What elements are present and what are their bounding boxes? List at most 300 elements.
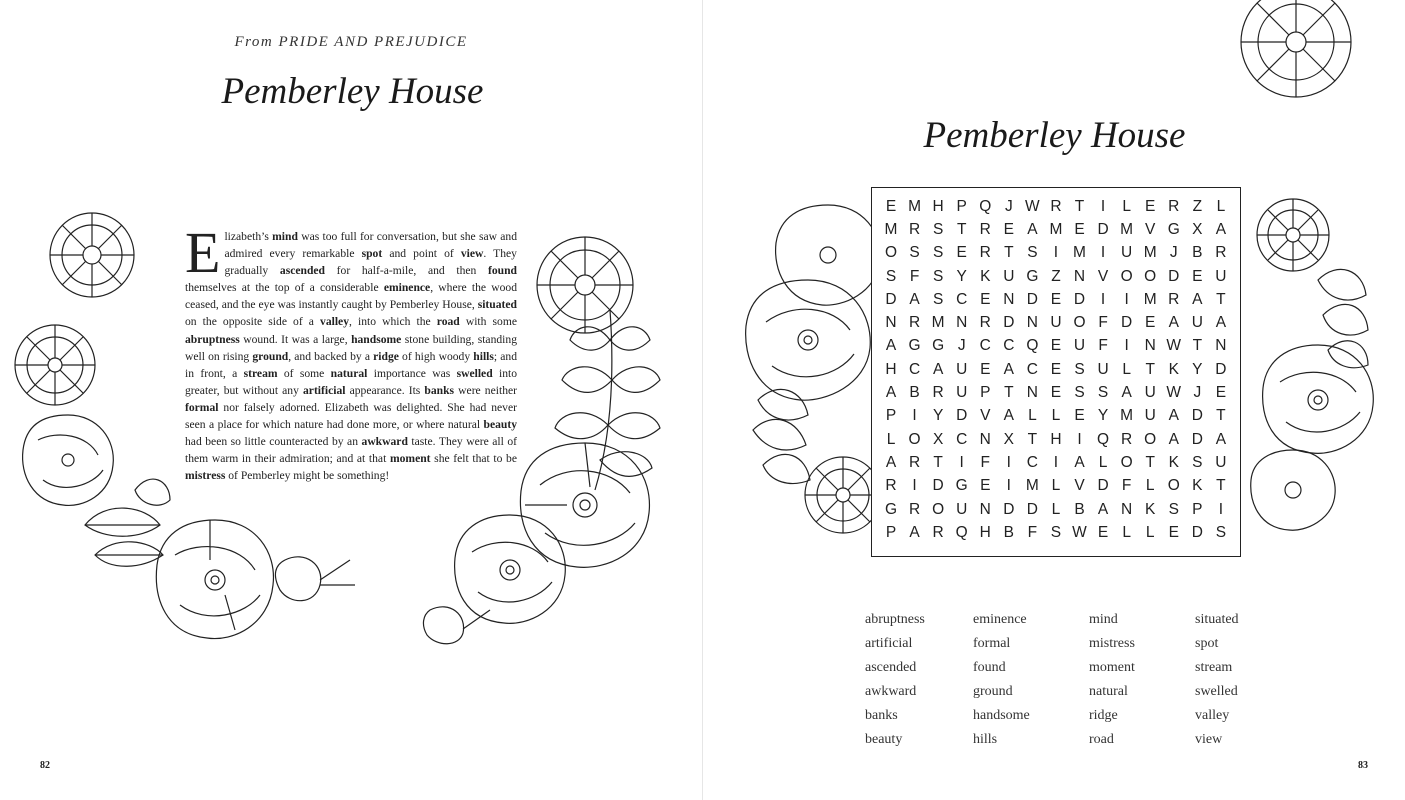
grid-letter[interactable]: D	[1191, 523, 1203, 541]
grid-letter[interactable]: Q	[1097, 430, 1110, 448]
passage-segment: wound. It was a large,	[239, 332, 352, 346]
grid-letter[interactable]: O	[1167, 477, 1180, 495]
grid-letter[interactable]: N	[1073, 267, 1086, 285]
grid-letter[interactable]: T	[1004, 244, 1014, 262]
grid-letter[interactable]: I	[912, 477, 917, 495]
word-list-item: formal	[973, 636, 1011, 651]
grid-letter[interactable]: B	[909, 384, 920, 402]
grid-letter[interactable]: D	[1097, 220, 1109, 238]
grid-letter[interactable]: D	[1026, 500, 1038, 518]
grid-letter[interactable]: R	[1050, 197, 1062, 215]
grid-letter[interactable]: N	[1121, 500, 1133, 518]
grid-letter[interactable]: D	[1191, 430, 1203, 448]
grid-letter[interactable]: X	[1192, 220, 1203, 238]
grid-letter[interactable]: T	[1216, 290, 1226, 308]
grid-letter[interactable]: D	[1168, 267, 1180, 285]
grid-letter[interactable]: Y	[1192, 360, 1203, 378]
word-list-column	[865, 610, 973, 754]
word-list-item: eminence	[973, 612, 1027, 627]
grid-letter[interactable]: E	[1074, 407, 1085, 425]
passage-segment: and point of	[382, 247, 461, 261]
grid-letter[interactable]: T	[1216, 407, 1226, 425]
grid-letter[interactable]: B	[1074, 500, 1085, 518]
word-list-item: hills	[973, 732, 998, 747]
grid-letter[interactable]: H	[885, 360, 897, 378]
grid-letter[interactable]: R	[979, 244, 991, 262]
grid-letter[interactable]: E	[885, 197, 897, 215]
grid-letter[interactable]: I	[912, 407, 917, 425]
passage-text	[185, 220, 518, 484]
grid-letter[interactable]: U	[1073, 337, 1086, 355]
grid-letter[interactable]: P	[885, 523, 897, 541]
grid-letter[interactable]: E	[1192, 267, 1203, 285]
grid-letter[interactable]: H	[979, 523, 991, 541]
grid-letter[interactable]: I	[1218, 500, 1224, 518]
grid-row	[872, 218, 1240, 241]
grid-letter[interactable]: E	[1097, 523, 1109, 541]
grid-letter[interactable]: M	[1120, 407, 1134, 425]
grid-row	[872, 358, 1240, 381]
keyword: road	[436, 315, 460, 329]
grid-letter[interactable]: P	[980, 384, 991, 402]
passage-segment: nor falsely adorned. Elizabeth was delighted. She had never seen a place for which nature had done more, or where natural	[185, 400, 517, 432]
grid-letter[interactable]: U	[1121, 244, 1133, 262]
grid-letter[interactable]: G	[932, 337, 945, 355]
grid-letter[interactable]: K	[1145, 500, 1156, 518]
grid-letter[interactable]: J	[957, 337, 966, 355]
grid-letter[interactable]: L	[1122, 523, 1131, 541]
grid-letter[interactable]: C	[1003, 337, 1015, 355]
grid-letter[interactable]: G	[908, 337, 921, 355]
grid-letter[interactable]: N	[956, 314, 968, 332]
grid-letter[interactable]: G	[884, 500, 898, 518]
passage-segment: stone building, standing well on rising	[185, 332, 517, 363]
word-list-item: situated	[1195, 612, 1239, 627]
grid-letter[interactable]: E	[980, 360, 991, 378]
grid-letter[interactable]: I	[1053, 244, 1059, 262]
grid-letter[interactable]: E	[1145, 197, 1156, 215]
word-list-item: banks	[865, 708, 898, 723]
keyword: mind	[272, 230, 298, 243]
grid-letter[interactable]: F	[980, 453, 990, 471]
daisy-illustration-top	[1231, 0, 1361, 110]
grid-letter[interactable]: E	[1003, 220, 1014, 238]
grid-letter[interactable]: M	[1049, 220, 1063, 238]
grid-letter[interactable]: A	[885, 337, 897, 355]
grid-letter[interactable]: O	[932, 500, 945, 518]
grid-letter[interactable]: K	[980, 267, 991, 285]
grid-letter[interactable]: T	[1027, 430, 1038, 448]
grid-letter[interactable]: Q	[979, 197, 992, 215]
grid-letter[interactable]: W	[1166, 384, 1182, 402]
grid-letter[interactable]: D	[1003, 500, 1015, 518]
grid-letter[interactable]: E	[956, 244, 967, 262]
grid-letter[interactable]: D	[1003, 314, 1015, 332]
grid-letter[interactable]: N	[979, 500, 991, 518]
grid-letter[interactable]: R	[979, 314, 991, 332]
grid-letter[interactable]: L	[1122, 197, 1131, 215]
grid-letter[interactable]: S	[932, 290, 944, 308]
grid-letter[interactable]: S	[909, 244, 920, 262]
grid-letter[interactable]: L	[1028, 407, 1037, 425]
grid-letter[interactable]: G	[1167, 220, 1180, 238]
word-search-grid	[871, 187, 1241, 557]
grid-letter[interactable]: U	[1097, 360, 1109, 378]
keyword: eminence	[383, 281, 431, 295]
word-list-item: moment	[1089, 660, 1135, 675]
page-number-left: 82	[40, 760, 50, 771]
grid-letter[interactable]: H	[932, 197, 944, 215]
word-list-item: swelled	[1195, 684, 1238, 699]
grid-letter[interactable]: P	[885, 407, 897, 425]
word-list-item: handsome	[973, 708, 1030, 723]
grid-letter[interactable]: E	[1050, 337, 1062, 355]
grid-letter[interactable]: A	[1215, 314, 1227, 332]
grid-letter[interactable]: V	[1145, 220, 1156, 238]
passage-segment: were neither	[454, 383, 517, 397]
grid-letter[interactable]: A	[1215, 430, 1227, 448]
grid-letter[interactable]: L	[1051, 477, 1061, 495]
grid-letter[interactable]: D	[1073, 290, 1086, 308]
grid-letter[interactable]: L	[1051, 407, 1061, 425]
grid-letter[interactable]: D	[1121, 314, 1133, 332]
grid-letter[interactable]: I	[1053, 453, 1059, 471]
keyword: formal	[185, 400, 219, 414]
grid-letter[interactable]: A	[1168, 407, 1179, 425]
grid-letter[interactable]: U	[1144, 407, 1156, 425]
grid-letter[interactable]: R	[1121, 430, 1133, 448]
grid-letter[interactable]: A	[1168, 314, 1179, 332]
grid-letter[interactable]: F	[1121, 477, 1132, 495]
grid-letter[interactable]: E	[980, 477, 991, 495]
word-list-column	[1089, 610, 1195, 754]
word-list	[865, 610, 1295, 754]
grid-letter[interactable]: S	[1050, 523, 1062, 541]
grid-letter[interactable]: L	[1051, 500, 1061, 518]
grid-letter[interactable]: Y	[932, 407, 944, 425]
grid-letter[interactable]: D	[932, 477, 944, 495]
grid-letter[interactable]: D	[956, 407, 968, 425]
grid-letter[interactable]: L	[1098, 453, 1108, 471]
grid-letter[interactable]: O	[1120, 453, 1133, 471]
passage-segment: for half-a-mile, and then	[325, 264, 488, 278]
grid-letter[interactable]: C	[979, 337, 991, 355]
word-list-item: found	[973, 660, 1006, 675]
grid-letter[interactable]: A	[1168, 430, 1179, 448]
grid-letter[interactable]: T	[933, 453, 943, 471]
grid-letter[interactable]: I	[1124, 337, 1129, 355]
grid-letter[interactable]: W	[1072, 523, 1087, 541]
grid-letter[interactable]: I	[1077, 430, 1082, 448]
grid-letter[interactable]: L	[1122, 360, 1131, 378]
grid-letter[interactable]: U	[1050, 314, 1062, 332]
grid-letter[interactable]: X	[932, 430, 944, 448]
grid-letter[interactable]: F	[909, 267, 920, 285]
grid-letter[interactable]: U	[1003, 267, 1015, 285]
grid-letter[interactable]: A	[1074, 453, 1085, 471]
grid-letter[interactable]: Y	[956, 267, 967, 285]
grid-letter[interactable]: B	[1192, 244, 1203, 262]
grid-letter[interactable]: J	[1169, 244, 1178, 262]
word-list-column	[1195, 610, 1295, 754]
keyword: handsome	[351, 332, 402, 346]
keyword: artificial	[303, 383, 346, 397]
word-list-item: natural	[1089, 684, 1128, 699]
grid-letter[interactable]: O	[884, 244, 898, 262]
keyword: ascended	[279, 264, 325, 278]
grid-letter[interactable]: L	[1216, 197, 1226, 215]
keyword: ridge	[373, 349, 399, 363]
grid-letter[interactable]: T	[1074, 197, 1085, 215]
grid-letter[interactable]: U	[1215, 453, 1227, 471]
grid-letter[interactable]: Z	[1192, 197, 1203, 215]
grid-row	[872, 288, 1240, 311]
drop-cap: E	[185, 220, 221, 285]
grid-letter[interactable]: R	[932, 523, 944, 541]
word-list-item: mistress	[1089, 636, 1135, 651]
grid-letter[interactable]: A	[1003, 360, 1014, 378]
grid-letter[interactable]: M	[1143, 290, 1157, 308]
grid-letter[interactable]: A	[909, 290, 920, 308]
grid-letter[interactable]: E	[1074, 220, 1085, 238]
passage-segment: , and backed by a	[288, 349, 374, 363]
passage-segment: ; and in front, a	[185, 349, 518, 380]
grid-letter[interactable]: R	[885, 477, 897, 495]
keyword: hills	[473, 349, 494, 363]
grid-letter[interactable]: N	[979, 430, 991, 448]
grid-letter[interactable]: R	[979, 220, 991, 238]
grid-letter[interactable]: E	[1145, 314, 1156, 332]
grid-letter[interactable]: R	[908, 220, 921, 238]
grid-letter[interactable]: G	[1026, 267, 1039, 285]
grid-letter[interactable]: E	[980, 290, 991, 308]
grid-letter[interactable]: R	[1168, 290, 1180, 308]
grid-letter[interactable]: A	[1215, 220, 1227, 238]
grid-letter[interactable]: V	[1074, 477, 1085, 495]
word-list-item: stream	[1195, 660, 1233, 675]
grid-letter[interactable]: S	[1168, 500, 1179, 518]
passage-segment: she felt that to be	[430, 452, 518, 466]
grid-letter[interactable]: R	[908, 500, 921, 518]
grid-row	[872, 405, 1240, 428]
grid-letter[interactable]: Z	[1051, 267, 1061, 285]
grid-letter[interactable]: N	[1144, 337, 1156, 355]
grid-letter[interactable]: C	[1026, 360, 1038, 378]
grid-letter[interactable]: R	[932, 384, 944, 402]
grid-letter[interactable]: M	[1143, 244, 1157, 262]
grid-letter[interactable]: C	[908, 360, 921, 378]
grid-letter[interactable]: O	[908, 430, 921, 448]
grid-letter[interactable]: L	[1145, 477, 1155, 495]
grid-letter[interactable]: E	[1050, 290, 1062, 308]
grid-letter[interactable]: S	[1027, 244, 1038, 262]
grid-letter[interactable]: I	[1124, 290, 1129, 308]
grid-row	[872, 521, 1240, 544]
grid-letter[interactable]: N	[1003, 290, 1015, 308]
grid-letter[interactable]: E	[1050, 384, 1062, 402]
grid-letter[interactable]: S	[932, 220, 944, 238]
grid-letter[interactable]: D	[1097, 477, 1109, 495]
passage-segment: . They gradually	[224, 247, 517, 278]
word-list-item: view	[1195, 732, 1223, 747]
grid-letter[interactable]: R	[908, 314, 921, 332]
word-list-item: valley	[1195, 708, 1230, 723]
grid-letter[interactable]: E	[1050, 360, 1062, 378]
grid-letter[interactable]: S	[1215, 523, 1227, 541]
grid-letter[interactable]: S	[1192, 453, 1203, 471]
grid-letter[interactable]: N	[1026, 314, 1038, 332]
grid-letter[interactable]: K	[1168, 360, 1179, 378]
keyword: found	[488, 264, 518, 278]
grid-letter[interactable]: U	[956, 360, 968, 378]
grid-letter[interactable]: A	[932, 360, 944, 378]
passage-segment: , into which the	[349, 315, 437, 329]
keyword: mistress	[185, 469, 226, 483]
grid-letter[interactable]: M	[931, 314, 945, 332]
passage-segment: appearance. Its	[345, 383, 425, 397]
grid-letter[interactable]: J	[1193, 384, 1202, 402]
grid-letter[interactable]: I	[959, 453, 964, 471]
grid-letter[interactable]: M	[1120, 220, 1134, 238]
grid-letter[interactable]: W	[1025, 197, 1040, 215]
grid-row	[872, 428, 1240, 451]
grid-letter[interactable]: E	[1168, 523, 1179, 541]
grid-letter[interactable]: U	[956, 500, 968, 518]
grid-letter[interactable]: T	[1216, 477, 1226, 495]
grid-letter[interactable]: V	[1097, 267, 1109, 285]
grid-letter[interactable]: O	[1144, 267, 1157, 285]
page-title-left: Pemberley House	[221, 71, 484, 112]
grid-letter[interactable]: S	[1074, 360, 1085, 378]
passage-segment: into greater, but without any	[185, 366, 518, 397]
grid-letter[interactable]: E	[1215, 384, 1227, 402]
grid-letter[interactable]: M	[1073, 244, 1086, 262]
grid-letter[interactable]: F	[1098, 337, 1108, 355]
word-list-item: artificial	[865, 636, 913, 651]
grid-letter[interactable]: X	[1003, 430, 1014, 448]
grid-letter[interactable]: D	[1026, 290, 1038, 308]
grid-letter[interactable]: K	[1168, 453, 1179, 471]
grid-letter[interactable]: A	[1121, 384, 1132, 402]
grid-letter[interactable]: G	[955, 477, 968, 495]
keyword: valley	[320, 315, 349, 329]
grid-letter[interactable]: S	[1074, 384, 1085, 402]
grid-row	[872, 265, 1240, 288]
passage-body	[185, 220, 518, 483]
passage-segment: importance was	[367, 366, 457, 380]
grid-letter[interactable]: S	[1097, 384, 1109, 402]
keyword: banks	[424, 383, 455, 397]
grid-letter[interactable]: T	[1004, 384, 1014, 402]
grid-letter[interactable]: M	[908, 197, 922, 215]
keyword: situated	[477, 298, 517, 312]
grid-letter[interactable]: A	[1003, 407, 1014, 425]
grid-letter[interactable]: O	[1073, 314, 1086, 332]
grid-letter[interactable]: V	[980, 407, 991, 425]
grid-letter[interactable]: C	[956, 290, 968, 308]
grid-letter[interactable]: Q	[1026, 337, 1039, 355]
grid-letter[interactable]: N	[1215, 337, 1227, 355]
grid-letter[interactable]: M	[884, 220, 898, 238]
grid-letter[interactable]: P	[1192, 500, 1203, 518]
grid-letter[interactable]: H	[1050, 430, 1062, 448]
grid-letter[interactable]: L	[886, 430, 896, 448]
grid-letter[interactable]: J	[1004, 197, 1013, 215]
grid-letter[interactable]: U	[956, 384, 968, 402]
grid-letter[interactable]: Y	[1097, 407, 1109, 425]
grid-letter[interactable]: L	[1145, 523, 1155, 541]
grid-letter[interactable]: B	[1003, 523, 1014, 541]
grid-letter[interactable]: U	[1144, 384, 1156, 402]
keyword: ground	[252, 349, 289, 363]
keyword: swelled	[456, 366, 493, 380]
grid-letter[interactable]: D	[885, 290, 897, 308]
keyword: awkward	[361, 435, 408, 449]
grid-letter[interactable]: I	[1100, 197, 1106, 215]
passage-segment: of some	[277, 366, 331, 380]
grid-letter[interactable]: A	[1192, 290, 1203, 308]
grid-letter[interactable]: I	[1100, 244, 1106, 262]
grid-letter[interactable]: S	[932, 244, 944, 262]
grid-letter[interactable]: O	[1120, 267, 1133, 285]
grid-letter[interactable]: D	[1215, 360, 1227, 378]
keyword: stream	[243, 366, 278, 380]
grid-letter[interactable]: W	[1166, 337, 1182, 355]
grid-letter[interactable]: N	[1026, 384, 1038, 402]
grid-letter[interactable]: R	[908, 453, 921, 471]
grid-letter[interactable]: C	[956, 430, 968, 448]
grid-letter[interactable]: F	[1027, 523, 1038, 541]
grid-letter[interactable]: I	[1100, 290, 1106, 308]
grid-letter[interactable]: K	[1192, 477, 1203, 495]
grid-row	[872, 242, 1240, 265]
keyword: abruptness	[185, 332, 240, 346]
grid-letter[interactable]: M	[1025, 477, 1039, 495]
grid-letter[interactable]: A	[1097, 500, 1109, 518]
grid-letter[interactable]: D	[1191, 407, 1203, 425]
grid-letter[interactable]: N	[885, 314, 897, 332]
grid-letter[interactable]: T	[956, 220, 967, 238]
word-list-item: ascended	[865, 660, 917, 675]
passage-segment: of high woody	[398, 349, 474, 363]
page-number-right: 83	[1358, 760, 1368, 771]
grid-letter[interactable]: S	[885, 267, 897, 285]
word-list-item: beauty	[865, 732, 903, 747]
grid-letter[interactable]: A	[1027, 220, 1038, 238]
grid-letter[interactable]: F	[1098, 314, 1108, 332]
grid-letter[interactable]: T	[1145, 360, 1155, 378]
grid-letter[interactable]: T	[1145, 453, 1155, 471]
grid-letter[interactable]: I	[1006, 453, 1011, 471]
grid-letter[interactable]: R	[1168, 197, 1180, 215]
passage-segment: taste. They were all of them warm in their admiration; and at that	[185, 435, 517, 466]
grid-letter[interactable]: S	[932, 267, 944, 285]
passage-segment: of Pemberley might be something!	[225, 469, 390, 483]
grid-letter[interactable]: O	[1144, 430, 1157, 448]
grid-letter[interactable]: T	[1192, 337, 1203, 355]
grid-letter[interactable]: I	[1006, 477, 1011, 495]
word-list-item: abruptness	[865, 612, 925, 627]
grid-letter[interactable]: C	[1026, 453, 1038, 471]
grid-letter[interactable]: R	[1215, 244, 1227, 262]
grid-letter[interactable]: U	[1215, 267, 1227, 285]
grid-letter[interactable]: U	[1191, 314, 1203, 332]
grid-letter[interactable]: A	[909, 523, 920, 541]
grid-letter[interactable]: P	[956, 197, 967, 215]
grid-letter[interactable]: A	[885, 384, 897, 402]
grid-letter[interactable]: A	[885, 453, 897, 471]
grid-letter[interactable]: Q	[955, 523, 968, 541]
